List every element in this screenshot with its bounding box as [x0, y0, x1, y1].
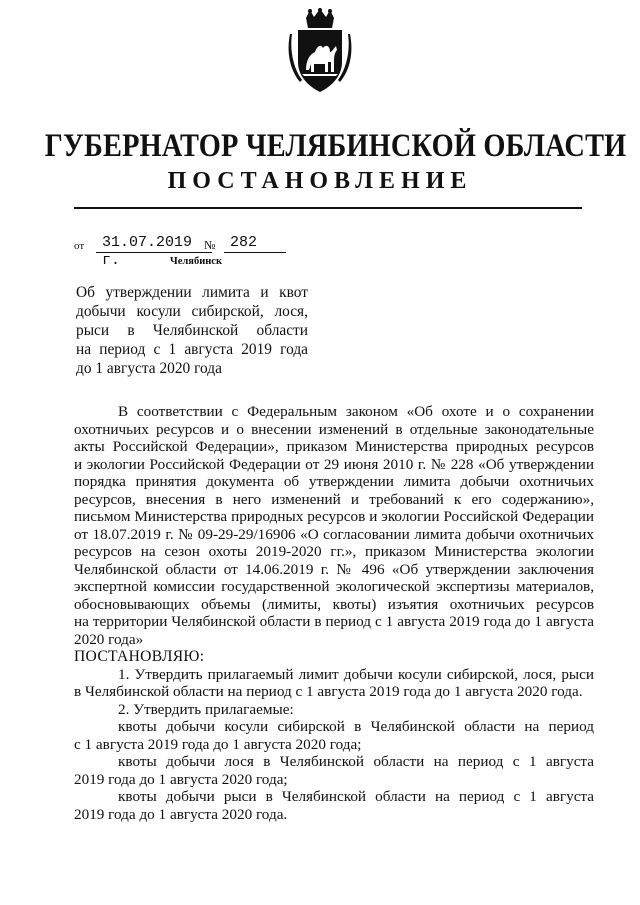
item-1-line: в Челябинской области на период с 1 августа 2019 года до 1 августа 2020 года. — [74, 683, 583, 700]
quota-roe-deer-line: квоты добычи косули сибирской в Челябинской области на период — [118, 718, 594, 735]
coat-of-arms-emblem — [288, 8, 352, 94]
subject-line: Об утверждении лимита и квот — [76, 284, 308, 301]
preamble-line: на территории Челябинской области в период с 1 августа 2019 года до 1 августа — [74, 613, 594, 630]
header-divider — [74, 207, 582, 209]
subject-line: добычи косули сибирской, лося, — [76, 303, 308, 320]
document-type: ПОСТАНОВЛЕНИЕ — [167, 168, 473, 194]
preamble-line: обосновывающих объемы (лимиты, квоты) изъятия охотничьих ресурсов — [74, 595, 594, 613]
preamble-line: экспертной комиссии государственной экологической экспертизы материалов, — [74, 578, 594, 595]
preamble-line: ресурсов на сезон охоты 2019-2020 гг.», приказом Министерства экологии — [74, 543, 594, 560]
preamble-line: акты Российской Федерации», приказом Министерства природных ресурсов — [74, 438, 594, 455]
quota-roe-deer-line: с 1 августа 2019 года до 1 августа 2020 года; — [74, 735, 362, 753]
quota-moose-line: квоты добычи лося в Челябинской области на период с 1 августа — [118, 753, 594, 770]
quota-moose-line: 2019 года до 1 августа 2020 года; — [74, 770, 288, 788]
organization-title: ГУБЕРНАТОР ЧЕЛЯБИНСКОЙ ОБЛАСТИ — [44, 128, 627, 164]
preamble-line: 2020 года» — [74, 630, 144, 648]
preamble-line: охотничьих ресурсов и о внесении изменений в отдельные законодательные — [74, 420, 594, 438]
number-prefix: № — [204, 238, 216, 252]
quota-lynx-line: 2019 года до 1 августа 2020 года. — [74, 805, 288, 823]
preamble-line: ресурсов, внесения в него изменений и требований к его содержанию», — [74, 490, 594, 508]
preamble-line: и экологии Российской Федерации от 29 июня 2010 г. № 228 «Об утверждении — [74, 455, 594, 473]
document-date: 31.07.2019 г. — [96, 234, 212, 253]
document-body — [74, 403, 594, 823]
resolution-command: ПОСТАНОВЛЯЮ: — [74, 648, 205, 665]
city: Челябинск — [170, 256, 222, 267]
item-2-intro: 2. Утвердить прилагаемые: — [118, 700, 294, 718]
document-subject — [76, 283, 308, 378]
quota-lynx-line: квоты добычи рыси в Челябинской области на период с 1 августа — [118, 788, 594, 805]
preamble-line: письмом Министерства природных ресурсов и экологии Российской Федерации — [74, 508, 594, 525]
preamble-line: от 18.07.2019 г. № 09-29-29/16906 «О согласовании лимита добычи охотничьих — [74, 525, 594, 543]
subject-line: на период с 1 августа 2019 года — [76, 341, 308, 358]
item-1-line: 1. Утвердить прилагаемый лимит добычи косули сибирской, лося, рыси — [118, 665, 594, 683]
document-number: 282 — [224, 234, 286, 253]
subject-line: до 1 августа 2020 года — [76, 360, 222, 377]
preamble-line: В соответствии с Федеральным законом «Об охоте и о сохранении — [118, 403, 594, 420]
preamble-line: порядка принятия документа об утверждении лимита добычи охотничьих — [74, 473, 594, 490]
preamble-line: Челябинской области от 14.06.2019 г. № 496 «Об утверждении заключения — [74, 560, 594, 578]
date-prefix: от — [74, 240, 85, 252]
subject-line: рыси в Челябинской области — [76, 322, 308, 339]
